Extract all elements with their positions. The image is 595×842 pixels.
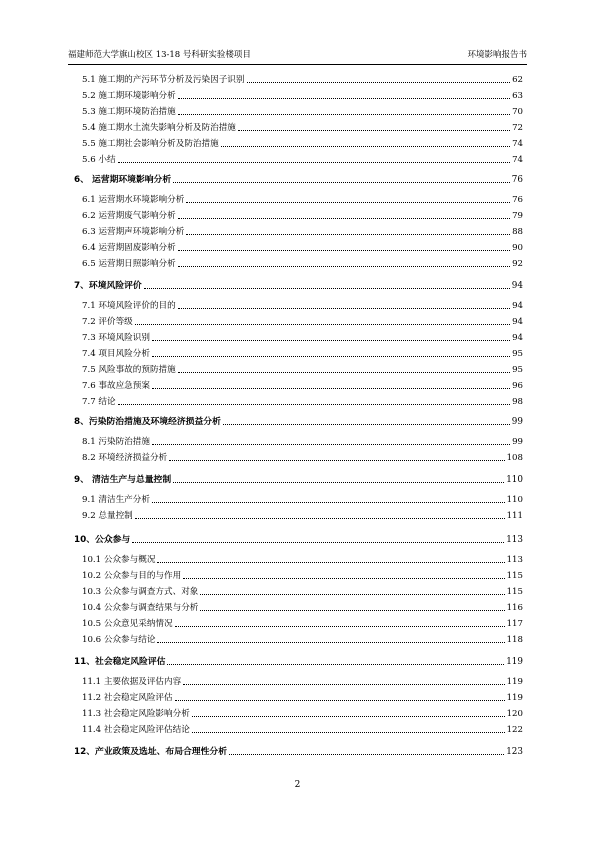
toc-dot-leader <box>221 145 510 147</box>
toc-entry-page: 95 <box>512 365 523 375</box>
toc-entry-title: 10.2 公众参与目的与作用 <box>82 571 182 581</box>
toc-entry-title: 7、环境风险评价 <box>74 281 142 291</box>
toc-section-entry[interactable] <box>82 192 523 206</box>
toc-section-entry[interactable] <box>82 378 523 392</box>
toc-chapter-entry[interactable] <box>74 654 523 668</box>
toc-section-entry[interactable] <box>82 706 523 720</box>
toc-chapter-entry[interactable] <box>74 472 523 486</box>
toc-entry-title: 6.3 运营期声环境影响分析 <box>82 227 185 237</box>
toc-dot-leader <box>157 561 504 563</box>
toc-entry-page: 113 <box>506 555 523 565</box>
toc-entry-page: 74 <box>512 139 523 149</box>
toc-dot-leader <box>152 443 510 445</box>
toc-entry-page: 95 <box>512 349 523 359</box>
toc-dot-leader <box>152 355 510 357</box>
toc-entry-title: 7.5 风险事故的预防措施 <box>82 365 176 375</box>
toc-entry-page: 92 <box>512 259 523 269</box>
toc-entry-page: 119 <box>506 693 523 703</box>
toc-entry-page: 117 <box>506 619 523 629</box>
toc-entry-title: 7.2 评价等级 <box>82 317 133 327</box>
toc-dot-leader <box>178 97 510 99</box>
toc-entry-page: 115 <box>506 587 523 597</box>
toc-entry-page: 99 <box>512 437 523 447</box>
toc-section-entry[interactable] <box>82 584 523 598</box>
toc-dot-leader <box>144 287 510 289</box>
toc-entry-title: 10.1 公众参与概况 <box>82 555 156 565</box>
toc-dot-leader <box>186 233 510 235</box>
toc-section-entry[interactable] <box>82 434 523 448</box>
toc-dot-leader <box>247 81 511 83</box>
toc-entry-page: 94 <box>511 281 523 291</box>
toc-section-entry[interactable] <box>82 450 523 464</box>
toc-entry-title: 5.3 施工期环境防治措施 <box>82 107 176 117</box>
toc-dot-leader <box>152 387 510 389</box>
toc-dot-leader <box>175 625 505 627</box>
toc-entry-title: 6.5 运营期日照影响分析 <box>82 259 176 269</box>
toc-chapter-entry[interactable] <box>74 414 523 428</box>
toc-dot-leader <box>132 541 504 543</box>
toc-section-entry[interactable] <box>82 152 523 166</box>
toc-dot-leader <box>178 217 510 219</box>
toc-section-entry[interactable] <box>82 314 523 328</box>
toc-entry-title: 7.1 环境风险评价的目的 <box>82 301 176 311</box>
toc-entry-title: 6、 运营期环境影响分析 <box>74 175 172 185</box>
toc-entry-title: 11.1 主要依据及评估内容 <box>82 677 182 687</box>
toc-section-entry[interactable] <box>82 552 523 566</box>
toc-entry-page: 99 <box>511 417 523 427</box>
toc-section-entry[interactable] <box>82 690 523 704</box>
toc-section-entry[interactable] <box>82 224 523 238</box>
toc-dot-leader <box>192 715 505 717</box>
toc-section-entry[interactable] <box>82 394 523 408</box>
toc-entry-title: 5.4 施工期水土流失影响分析及防治措施 <box>82 123 236 133</box>
toc-section-entry[interactable] <box>82 256 523 270</box>
toc-entry-page: 96 <box>512 381 523 391</box>
toc-entry-page: 122 <box>506 725 523 735</box>
toc-dot-leader <box>152 339 510 341</box>
toc-section-entry[interactable] <box>82 330 523 344</box>
toc-dot-leader <box>175 699 505 701</box>
toc-dot-leader <box>200 609 504 611</box>
toc-chapter-entry[interactable] <box>74 278 523 292</box>
toc-dot-leader <box>118 161 510 163</box>
toc-entry-title: 11、社会稳定风险评估 <box>74 657 166 667</box>
toc-dot-leader <box>192 731 505 733</box>
toc-section-entry[interactable] <box>82 88 523 102</box>
toc-entry-title: 9.2 总量控制 <box>82 511 133 521</box>
toc-dot-leader <box>186 201 510 203</box>
toc-dot-leader <box>178 249 510 251</box>
toc-dot-leader <box>200 593 504 595</box>
toc-section-entry[interactable] <box>82 298 523 312</box>
toc-entry-title: 8.1 污染防治措施 <box>82 437 150 447</box>
toc-dot-leader <box>229 753 504 755</box>
toc-dot-leader <box>135 323 510 325</box>
toc-entry-title: 5.5 施工期社会影响分析及防治措施 <box>82 139 219 149</box>
toc-dot-leader <box>178 307 510 309</box>
toc-entry-title: 12、产业政策及选址、布局合理性分析 <box>74 747 227 757</box>
toc-entry-title: 11.4 社会稳定风险评估结论 <box>82 725 190 735</box>
toc-section-entry[interactable] <box>82 208 523 222</box>
toc-entry-page: 123 <box>506 747 523 757</box>
toc-entry-title: 7.3 环境风险识别 <box>82 333 150 343</box>
toc-entry-title: 6.4 运营期固废影响分析 <box>82 243 176 253</box>
toc-entry-title: 5.2 施工期环境影响分析 <box>82 91 176 101</box>
toc-section-entry[interactable] <box>82 240 523 254</box>
toc-section-entry[interactable] <box>82 632 523 646</box>
toc-entry-page: 94 <box>512 317 523 327</box>
toc-dot-leader <box>178 371 510 373</box>
toc-dot-leader <box>157 641 504 643</box>
page-number: 2 <box>294 780 301 790</box>
toc-chapter-entry[interactable] <box>74 744 523 758</box>
toc-section-entry[interactable] <box>82 104 523 118</box>
toc-entry-title: 7.7 结论 <box>82 397 116 407</box>
toc-dot-leader <box>178 113 510 115</box>
toc-entry-page: 116 <box>506 603 523 613</box>
toc-dot-leader <box>169 459 504 461</box>
toc-entry-page: 115 <box>506 571 523 581</box>
toc-dot-leader <box>135 517 505 519</box>
toc-dot-leader <box>152 501 505 503</box>
toc-entry-title: 10、公众参与 <box>74 535 131 545</box>
toc-section-entry[interactable] <box>82 600 523 614</box>
toc-section-entry[interactable] <box>82 568 523 582</box>
toc-entry-page: 119 <box>506 677 523 687</box>
toc-entry-page: 111 <box>506 511 523 521</box>
toc-section-entry[interactable] <box>82 722 523 736</box>
toc-dot-leader <box>167 663 504 665</box>
toc-entry-title: 10.6 公众参与结论 <box>82 635 156 645</box>
toc-entry-page: 110 <box>506 475 523 485</box>
toc-section-entry[interactable] <box>82 120 523 134</box>
toc-dot-leader <box>238 129 510 131</box>
toc-entry-title: 9、 清洁生产与总量控制 <box>74 475 172 485</box>
toc-section-entry[interactable] <box>82 508 523 522</box>
toc-dot-leader <box>183 683 504 685</box>
toc-dot-leader <box>183 577 504 579</box>
toc-entry-page: 98 <box>512 397 523 407</box>
toc-section-entry[interactable] <box>82 674 523 688</box>
toc-entry-title: 9.1 清洁生产分析 <box>82 495 150 505</box>
toc-entry-page: 90 <box>512 243 523 253</box>
toc-entry-page: 120 <box>506 709 523 719</box>
toc-dot-leader <box>173 481 504 483</box>
toc-entry-page: 113 <box>506 535 523 545</box>
toc-entry-title: 10.3 公众参与调查方式、对象 <box>82 587 199 597</box>
header-project-title: 福建师范大学旗山校区 13-18 号科研实验楼项目 <box>68 50 251 60</box>
toc-entry-page: 76 <box>512 195 523 205</box>
header-report-type: 环境影响报告书 <box>467 50 527 60</box>
toc-entry-page: 62 <box>512 75 523 85</box>
toc-entry-title: 7.4 项目风险分析 <box>82 349 150 359</box>
toc-entry-page: 79 <box>512 211 523 221</box>
toc-section-entry[interactable] <box>82 362 523 376</box>
toc-entry-page: 63 <box>512 91 523 101</box>
toc-entry-page: 76 <box>511 175 523 185</box>
toc-dot-leader <box>118 403 510 405</box>
toc-entry-page: 72 <box>512 123 523 133</box>
toc-entry-title: 10.4 公众参与调查结果与分析 <box>82 603 199 613</box>
toc-entry-title: 7.6 事故应急预案 <box>82 381 150 391</box>
toc-entry-page: 94 <box>512 333 523 343</box>
toc-dot-leader <box>178 265 510 267</box>
toc-entry-page: 119 <box>506 657 523 667</box>
toc-entry-title: 6.1 运营期水环境影响分析 <box>82 195 185 205</box>
toc-section-entry[interactable] <box>82 492 523 506</box>
toc-section-entry[interactable] <box>82 72 523 86</box>
toc-section-entry[interactable] <box>82 346 523 360</box>
toc-entry-title: 8.2 环境经济损益分析 <box>82 453 168 463</box>
toc-entry-page: 70 <box>512 107 523 117</box>
toc-entry-title: 5.6 小结 <box>82 155 116 165</box>
toc-entry-title: 11.3 社会稳定风险影响分析 <box>82 709 190 719</box>
toc-section-entry[interactable] <box>82 616 523 630</box>
toc-entry-page: 88 <box>512 227 523 237</box>
toc-entry-page: 110 <box>506 495 523 505</box>
toc-section-entry[interactable] <box>82 136 523 150</box>
toc-entry-title: 6.2 运营期废气影响分析 <box>82 211 176 221</box>
toc-entry-title: 10.5 公众意见采纳情况 <box>82 619 173 629</box>
toc-entry-title: 8、污染防治措施及环境经济损益分析 <box>74 417 221 427</box>
toc-entry-title: 5.1 施工期的产污环节分析及污染因子识别 <box>82 75 245 85</box>
toc-dot-leader <box>173 181 510 183</box>
toc-entry-page: 94 <box>512 301 523 311</box>
toc-chapter-entry[interactable] <box>74 172 523 186</box>
toc-entry-page: 108 <box>506 453 523 463</box>
toc-entry-title: 11.2 社会稳定风险评估 <box>82 693 173 703</box>
toc-entry-page: 74 <box>512 155 523 165</box>
toc-dot-leader <box>223 423 510 425</box>
toc-chapter-entry[interactable] <box>74 532 523 546</box>
toc-entry-page: 118 <box>506 635 523 645</box>
